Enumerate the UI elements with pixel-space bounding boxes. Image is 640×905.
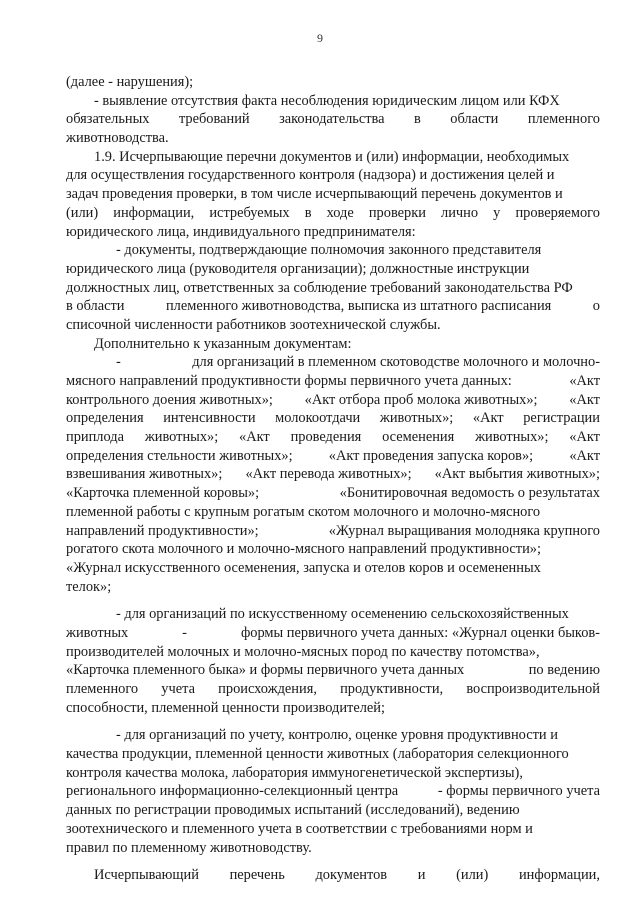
text-segment: Дополнительно к указанным документам: xyxy=(94,335,352,352)
text-line xyxy=(66,866,600,885)
text-segment: племенного xyxy=(527,111,600,128)
text-segment: «Журнал искусственного осеменения, запуска и отелов коров и осемененных xyxy=(66,559,541,576)
text-line xyxy=(66,801,600,820)
text-segment: направлений продуктивности»; xyxy=(66,522,259,539)
text-segment: племенного xyxy=(66,681,139,697)
text-segment: мясного направлений продуктивности формы первичного учета данных: xyxy=(66,373,512,389)
text-segment: «Акт xyxy=(239,429,270,446)
text-segment: молокоотдачи xyxy=(275,410,361,427)
text-segment: правил по племенному животноводству. xyxy=(66,839,312,856)
text-line xyxy=(66,73,600,92)
text-line xyxy=(66,726,600,745)
text-segment: юридического лица (руководителя организации); должностные инструкции xyxy=(66,260,530,277)
text-line xyxy=(66,661,600,680)
text-segment: учета xyxy=(161,681,195,697)
page-number: 9 xyxy=(317,31,323,45)
text-segment: ходе xyxy=(326,204,354,221)
text-line xyxy=(66,316,600,335)
text-segment: «Акт xyxy=(472,410,504,427)
text-segment: истребуемых xyxy=(209,204,290,221)
text-segment: - xyxy=(182,624,187,641)
text-segment: лично xyxy=(441,204,479,221)
text-segment: - для организаций по искусственному осеменению сельскохозяйственных xyxy=(116,606,569,623)
text-segment: Исчерпывающий xyxy=(94,867,199,884)
text-segment: в области xyxy=(66,298,125,315)
text-segment: по ведению xyxy=(528,662,600,679)
text-segment: взвешивания животных»; xyxy=(66,466,223,483)
text-segment: (или) xyxy=(66,204,99,221)
text-line xyxy=(66,223,600,242)
text-segment: племенной работы с крупным рогатым скотом молочного и молочно-мясного xyxy=(66,503,541,520)
text-segment: производителей молочных и молочно-мясных пород по качеству потомства», xyxy=(66,643,540,660)
text-segment: и xyxy=(417,867,426,884)
text-segment: «Акт проведения запуска коров»; xyxy=(328,447,534,464)
text-line xyxy=(66,503,600,522)
text-segment: - формы первичного учета xyxy=(437,783,600,800)
text-segment: животных»; xyxy=(475,429,549,446)
text-line xyxy=(66,297,600,316)
text-segment: информации, xyxy=(518,867,600,884)
text-segment: животных»; xyxy=(144,429,219,446)
text-segment: племенного животноводства, выписка из штатного расписания xyxy=(165,298,552,315)
text-segment: «Акт выбытия животных»; xyxy=(434,466,600,483)
text-line xyxy=(66,148,600,167)
paragraph-gap xyxy=(66,596,600,605)
text-line xyxy=(66,204,600,223)
text-segment: осеменения xyxy=(382,429,455,446)
text-line xyxy=(66,559,600,578)
text-segment: у xyxy=(493,204,501,221)
text-segment: воспроизводительной xyxy=(466,681,600,697)
text-line xyxy=(66,335,600,354)
paragraph-gap xyxy=(66,717,600,726)
text-segment: «Акт отбора проб молока животных»; xyxy=(304,391,538,408)
text-segment: (или) xyxy=(456,867,489,884)
text-line xyxy=(66,820,600,839)
text-segment: формы первичного учета данных: «Журнал оценки быков- xyxy=(240,624,600,641)
text-line xyxy=(66,605,600,624)
text-line xyxy=(66,484,600,503)
text-line xyxy=(66,540,600,559)
text-segment: приплода xyxy=(66,429,124,446)
text-line xyxy=(66,465,600,484)
text-line xyxy=(66,680,600,699)
text-segment: «Акт перевода животных»; xyxy=(245,466,412,483)
text-line xyxy=(66,353,600,372)
text-segment: «Акт xyxy=(569,447,600,464)
text-segment: качества продукции, племенной ценности животных (лаборатория селекционного xyxy=(66,746,569,763)
text-segment: проведения xyxy=(290,429,362,446)
text-segment: определения стельности животных»; xyxy=(66,447,293,464)
text-segment: интенсивности xyxy=(163,410,256,427)
text-line xyxy=(66,764,600,783)
text-line xyxy=(66,110,600,129)
text-line xyxy=(66,624,600,643)
text-segment: зоотехнического и племенного учета в соответствии с требованиями норм и xyxy=(66,820,533,837)
text-line xyxy=(66,391,600,410)
text-line xyxy=(66,279,600,298)
text-line xyxy=(66,166,600,185)
text-line xyxy=(66,578,600,597)
text-line xyxy=(66,745,600,764)
text-line xyxy=(66,447,600,466)
text-line xyxy=(66,409,600,428)
text-segment: животноводства. xyxy=(66,130,169,147)
text-segment: «Акт xyxy=(569,391,600,408)
text-segment: данных по регистрации проводимых испытаний (исследований), ведению xyxy=(66,802,520,819)
text-segment: «Акт xyxy=(569,429,600,446)
text-line xyxy=(66,522,600,541)
text-line xyxy=(66,839,600,858)
text-segment: области xyxy=(450,111,499,128)
text-segment: в xyxy=(413,111,421,128)
text-segment: о xyxy=(592,298,600,315)
text-segment: перечень xyxy=(229,867,285,884)
text-segment: животных xyxy=(66,624,129,641)
text-segment: информации, xyxy=(113,204,195,221)
text-segment: - документы, подтверждающие полномочия законного представителя xyxy=(116,242,542,259)
text-segment: законодательства xyxy=(279,111,385,128)
text-segment: должностных лиц, ответственных за соблюдение требований законодательства РФ xyxy=(66,279,573,296)
text-segment: животных»; xyxy=(379,410,454,427)
text-line xyxy=(66,92,600,111)
text-segment: списочной численности работников зоотехнической службы. xyxy=(66,316,441,333)
text-segment: задач проведения проверки, в том числе исчерпывающий перечень документов и xyxy=(66,186,563,203)
text-segment: рогатого скота молочного и молочно-мясного направлений продуктивности»; xyxy=(66,541,541,558)
text-segment: «Бонитировочная ведомость о результатах xyxy=(339,485,600,502)
text-line xyxy=(66,699,600,718)
text-line xyxy=(66,372,600,391)
text-line xyxy=(66,643,600,662)
text-segment: для осуществления государственного контроля (надзора) и достижения целей и xyxy=(66,167,555,184)
text-segment: «Карточка племенной коровы»; xyxy=(66,485,260,502)
text-segment: регистрации xyxy=(523,410,600,427)
text-segment: 1.9. Исчерпывающие перечни документов и (или) информации, необходимых xyxy=(94,148,570,165)
text-line xyxy=(66,782,600,801)
text-segment: способности, племенной ценности производителей; xyxy=(66,699,385,716)
text-segment: - xyxy=(116,354,121,371)
text-segment: продуктивности, xyxy=(340,681,444,697)
text-segment: - для организаций по учету, контролю, оценке уровня продуктивности и xyxy=(116,727,558,744)
text-segment: юридического лица, индивидуального предпринимателя: xyxy=(66,223,416,240)
text-segment: (далее - нарушения); xyxy=(66,74,194,90)
text-segment: контроля качества молока, лаборатория иммуногенетической экспертизы), xyxy=(66,764,523,781)
text-segment: «Журнал выращивания молодняка крупного xyxy=(328,522,600,539)
text-segment: регионального информационно-селекционный центра xyxy=(66,783,399,800)
text-segment: проверяемого xyxy=(515,204,600,221)
document-body xyxy=(66,73,600,885)
text-line xyxy=(66,185,600,204)
text-segment: документов xyxy=(315,867,388,884)
text-segment: обязательных xyxy=(66,111,150,128)
text-segment: требований xyxy=(178,111,250,128)
text-segment: проверки xyxy=(368,204,426,221)
paragraph-gap xyxy=(66,857,600,866)
text-segment: «Карточка племенного быка» и формы первичного учета данных xyxy=(66,662,465,679)
text-segment: в xyxy=(304,204,312,221)
text-line xyxy=(66,129,600,148)
text-segment: определения xyxy=(66,410,144,427)
text-line xyxy=(66,241,600,260)
text-segment: «Акт xyxy=(569,373,600,389)
text-line xyxy=(66,260,600,279)
text-segment: контрольного доения животных»; xyxy=(66,391,273,408)
text-segment: происхождения, xyxy=(218,681,317,697)
text-segment: - выявление отсутствия факта несоблюдения юридическим лицом или КФХ xyxy=(94,92,560,109)
text-segment: телок»; xyxy=(66,578,112,595)
text-line xyxy=(66,428,600,447)
text-segment: для организаций в племенном скотоводстве молочного и молочно- xyxy=(192,354,600,371)
